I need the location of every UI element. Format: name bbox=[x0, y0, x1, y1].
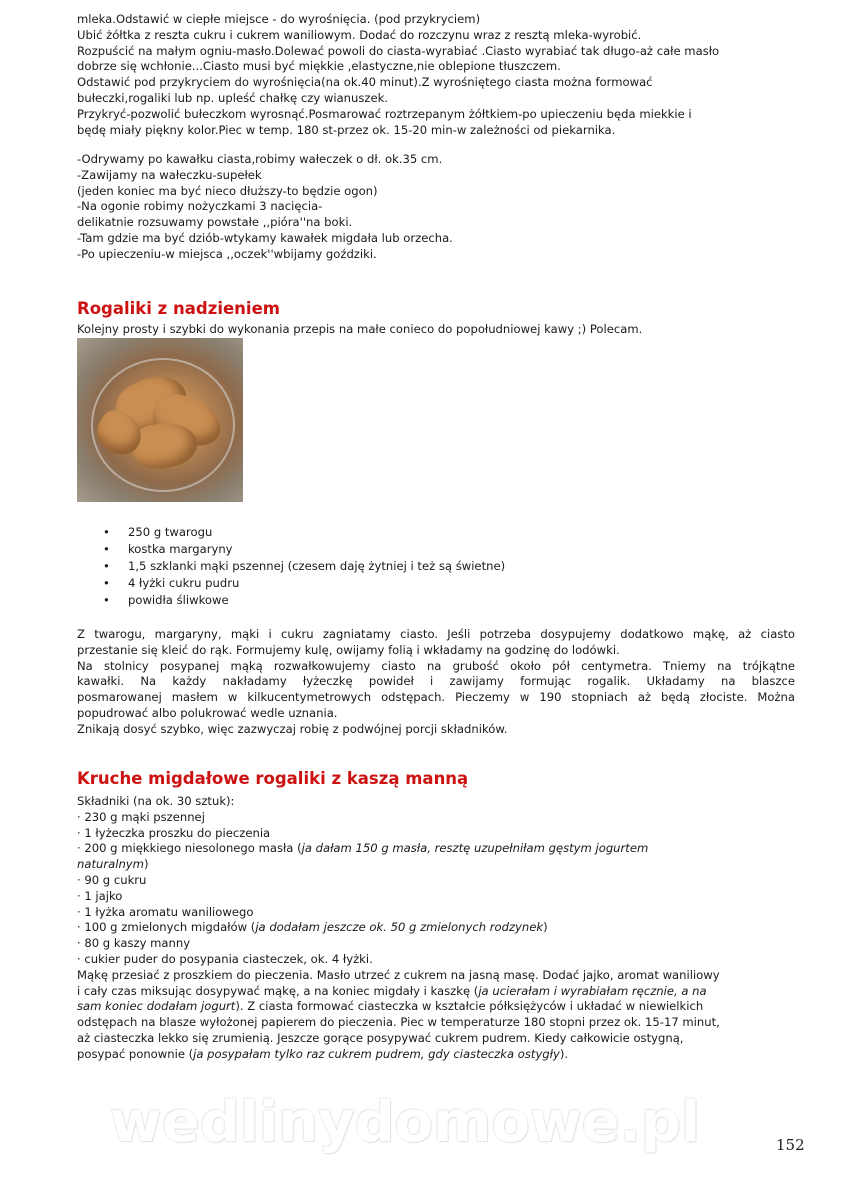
list-item: • 4 łyżki cukru pudru bbox=[103, 576, 240, 590]
text-segment: · 80 g kaszy manny bbox=[77, 936, 191, 951]
italic-text: ja dodałam jeszcze ok. 50 g zmielonych rodzynek bbox=[255, 920, 544, 935]
text-line bbox=[77, 168, 797, 184]
text-segment: · 1 łyżeczka proszku do pieczenia bbox=[77, 825, 271, 840]
text-line bbox=[77, 794, 797, 810]
italic-text: naturalnym bbox=[77, 857, 144, 872]
text-segment: aż ciasteczka lekko się zrumienią. Jeszcze gorące posypywać cukrem pudrem. Kiedy całkowicie ostygną, bbox=[77, 1030, 684, 1045]
text-segment: delikatnie rozsuwamy powstałe ,,pióra''na boki. bbox=[77, 215, 353, 230]
text-segment: Ubić żółtka z reszta cukru i cukrem waniliowym. Dodać do rozczynu wraz z resztą mleka-wyrobić. bbox=[77, 27, 642, 42]
text-segment: odstępach na blasze wyłożonej papierem do pieczenia. Piec w temperaturze 180 stopni przez ok. 15-17 minut, bbox=[77, 1015, 720, 1030]
text-line bbox=[77, 810, 797, 826]
text-segment: (jeden koniec ma być nieco dłuższy-to będzie ogon) bbox=[77, 183, 378, 198]
text-segment: posmarowanej masłem w kilkucentymetrowych odstępach. Pieczemy w 190 stopniach aż będą złociste. Można bbox=[77, 690, 795, 705]
watermark: wedlinydomowe.pl bbox=[110, 1090, 701, 1155]
top-text bbox=[77, 12, 797, 138]
text-line bbox=[77, 231, 797, 247]
recipe-title-rogaliki-z-nadzieniem: Rogaliki z nadzieniem bbox=[77, 299, 280, 318]
text-line bbox=[77, 889, 797, 905]
text-line bbox=[77, 107, 797, 123]
text-segment: Z twarogu, margaryny, mąki i cukru zagniatamy ciasto. Jeśli potrzeba dosypujemy dodatkowo mąkę, aż ciasto bbox=[77, 627, 795, 641]
text-line bbox=[77, 722, 795, 738]
text-line bbox=[77, 873, 797, 889]
text-segment: Mąkę przesiać z proszkiem do pieczenia. Masło utrzeć z cukrem na jasną masę. Dodać jajko, aromat waniliowy bbox=[77, 967, 720, 982]
text-line bbox=[77, 841, 797, 857]
bullet-icon: • bbox=[103, 525, 110, 539]
recipe-method bbox=[77, 627, 795, 738]
text-line bbox=[77, 199, 797, 215]
page-number: 152 bbox=[776, 1136, 805, 1154]
bullet-icon: • bbox=[103, 542, 110, 556]
text-segment: przestanie się kleić do rąk. Formujemy kulę, owijamy folią i wkładamy na godzinę do lodówki. bbox=[77, 642, 620, 657]
recipe-intro: Kolejny prosty i szybki do wykonania przepis na małe conieco do popołudniowej kawy ;) Polecam. bbox=[77, 322, 643, 336]
list-item: • kostka margaryny bbox=[103, 542, 233, 556]
text-segment: ). bbox=[559, 1046, 569, 1061]
text-segment: · cukier puder do posypania ciasteczek, ok. 4 łyżki. bbox=[77, 951, 373, 966]
text-line bbox=[77, 706, 795, 722]
text-segment: -Odrywamy po kawałku ciasta,robimy wałeczek o dł. ok.35 cm. bbox=[77, 152, 443, 166]
text-line bbox=[77, 59, 797, 75]
list-item: • powidła śliwkowe bbox=[103, 593, 229, 607]
italic-text: ja posypałam tylko raz cukrem pudrem, gdy ciasteczka ostygły bbox=[193, 1046, 560, 1061]
bullet-icon: • bbox=[103, 576, 110, 590]
list-item: • 1,5 szklanki mąki pszennej (czesem daję żytniej i też są świetne) bbox=[103, 559, 506, 573]
text-line bbox=[77, 215, 797, 231]
text-line bbox=[77, 690, 795, 706]
bullet-icon: • bbox=[103, 559, 110, 573]
text-line bbox=[77, 1047, 797, 1063]
text-segment: -Po upieczeniu-w miejsca ,,oczek''wbijamy goździki. bbox=[77, 246, 377, 261]
text-segment: · 90 g cukru bbox=[77, 872, 147, 887]
text-segment: dobrze się wchłonie...Ciasto musi być miękkie ,elastyczne,nie oblepione tłuszczem. bbox=[77, 59, 561, 74]
text-line bbox=[77, 968, 797, 984]
text-segment: popudrować albo polukrować wedle uznania. bbox=[77, 705, 338, 720]
ingredient-list bbox=[100, 524, 505, 609]
bullet-icon: • bbox=[103, 593, 110, 607]
shaping-steps bbox=[77, 152, 797, 263]
text-line bbox=[77, 952, 797, 968]
text-segment: -Tam gdzie ma być dziób-wtykamy kawałek migdała lub orzecha. bbox=[77, 230, 453, 245]
text-line bbox=[77, 184, 797, 200]
italic-text: ja dałam 150 g masła, resztę uzupełniłam gęstym jogurtem bbox=[301, 841, 649, 856]
text-line bbox=[77, 674, 795, 690]
text-line bbox=[77, 920, 797, 936]
text-line bbox=[77, 123, 797, 139]
text-segment: · 100 g zmielonych migdałów ( bbox=[77, 920, 256, 935]
text-line bbox=[77, 1031, 797, 1047]
text-line bbox=[77, 28, 797, 44]
text-line bbox=[77, 999, 797, 1015]
text-segment: bułeczki,rogaliki lub np. upleść chałkę czy wianuszek. bbox=[77, 90, 389, 105]
text-segment: kawałki. Na każdy nakładamy łyżeczkę powideł i zawijamy formując rogalik. Układamy na blaszce bbox=[77, 674, 795, 689]
text-line bbox=[77, 984, 797, 1000]
italic-text: sam koniec dodałam jogurt bbox=[77, 999, 236, 1014]
text-segment: -Zawijamy na wałeczku-supełek bbox=[77, 167, 262, 182]
text-line bbox=[77, 75, 797, 91]
text-segment: ) bbox=[543, 920, 548, 935]
text-segment: Na stolnicy posypanej mąką rozwałkowujemy ciasto na grubość około pół centymetra. Tniemy na trójkątne bbox=[77, 658, 795, 673]
text-line bbox=[77, 643, 795, 659]
text-segment: Znikają dosyć szybko, więc zazwyczaj robię z podwójnej porcji składników. bbox=[77, 721, 508, 736]
italic-text: ja ucierałam i wyrabiałam ręcznie, a na bbox=[478, 983, 707, 998]
text-line bbox=[77, 1015, 797, 1031]
text-segment: · 1 łyżka aromatu waniliowego bbox=[77, 904, 254, 919]
text-line bbox=[77, 12, 797, 28]
text-line bbox=[77, 857, 797, 873]
recipe-ingredients-and-method bbox=[77, 794, 797, 1063]
text-line bbox=[77, 247, 797, 263]
text-line bbox=[77, 659, 795, 675]
text-segment: Rozpuścić na małym ogniu-masło.Dolewać powoli do ciasta-wyrabiać .Ciasto wyrabiać tak długo-aż całe masło bbox=[77, 43, 720, 58]
text-segment: ). Z ciasta formować ciasteczka w kształcie półksiężyców i układać w niewielkich bbox=[235, 999, 704, 1014]
text-segment: Składniki (na ok. 30 sztuk): bbox=[77, 794, 235, 808]
text-segment: posypać ponownie ( bbox=[77, 1046, 194, 1061]
list-item: • 250 g twarogu bbox=[103, 525, 213, 539]
text-segment: · 1 jajko bbox=[77, 888, 123, 903]
text-segment: i cały czas miksując dosypywać mąkę, a na koniec migdały i kaszkę ( bbox=[77, 983, 479, 998]
text-segment: Odstawić pod przykryciem do wyrośnięcia(na ok.40 minut).Z wyrośniętego ciasta można formować bbox=[77, 75, 653, 90]
text-segment: · 200 g miękkiego niesolonego masła ( bbox=[77, 841, 302, 856]
text-line bbox=[77, 936, 797, 952]
text-line bbox=[77, 44, 797, 60]
text-segment: -Na ogonie robimy nożyczkami 3 nacięcia- bbox=[77, 199, 323, 214]
text-line bbox=[77, 905, 797, 921]
text-segment: ) bbox=[143, 857, 149, 872]
text-line bbox=[77, 627, 795, 643]
text-line bbox=[77, 826, 797, 842]
text-segment: będę miały piękny kolor.Piec w temp. 180 st-przez ok. 15-20 min-w zależności od piekarnika. bbox=[77, 122, 616, 137]
text-segment: · 230 g mąki pszennej bbox=[77, 809, 205, 824]
rogaliki-photo bbox=[77, 338, 243, 502]
text-segment: Przykryć-pozwolić bułeczkom wyrosnąć.Posmarować roztrzepanym żółtkiem-po upieczeniu będa miekkie i bbox=[77, 106, 692, 121]
recipe-title-kruche-rogaliki: Kruche migdałowe rogaliki z kaszą manną bbox=[77, 769, 469, 788]
text-line bbox=[77, 91, 797, 107]
text-segment: mleka.Odstawić w ciepłe miejsce - do wyrośnięcia. (pod przykryciem) bbox=[77, 12, 481, 26]
text-line bbox=[77, 152, 797, 168]
